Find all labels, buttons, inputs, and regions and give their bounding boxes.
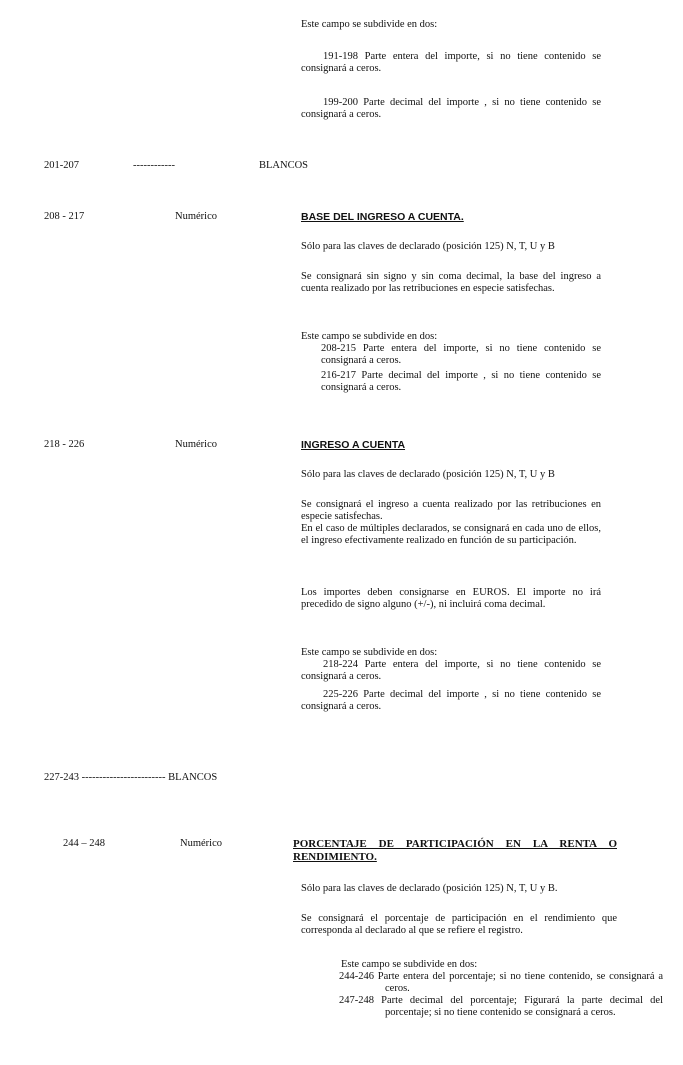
row-218-p4-sub1: 218-224 Parte entera del importe, si no tiene contenido se consignará a ceros.: [301, 659, 601, 682]
row-218-title: INGRESO A CUENTA: [301, 439, 406, 451]
top-intro: Este campo se subdivide en dos:: [301, 19, 438, 30]
row-218-position: 218 - 226: [44, 439, 85, 450]
row-201-position: 201-207: [44, 160, 79, 171]
row-208-type: Numérico: [175, 211, 217, 222]
row-201-label: BLANCOS: [259, 160, 309, 171]
row-208-p3-sub2: 216-217 Parte decimal del importe , si no tiene contenido se consignará a ceros.: [321, 370, 601, 393]
row-244-title: PORCENTAJE DE PARTICIPACIÓN EN LA RENTA O RENDIMIENTO.: [293, 838, 617, 863]
row-218-p4-intro: Este campo se subdivide en dos:: [301, 647, 438, 658]
row-218-p3: Los importes deben consignarse en EUROS. El importe no irá precedido de signo alguno (+/-), ni incluirá coma decimal.: [301, 587, 601, 610]
row-208-position: 208 - 217: [44, 211, 85, 222]
row-244-p3-sub1: 244-246 Parte entera del porcentaje; si no tiene contenido, se consignará a ceros.: [339, 971, 663, 994]
row-208-p3-intro: Este campo se subdivide en dos:: [301, 331, 438, 342]
row-218-p1: Sólo para las claves de declarado (posición 125) N, T, U y B: [301, 469, 555, 480]
row-244-p1: Sólo para las claves de declarado (posición 125) N, T, U y B.: [301, 883, 558, 894]
row-218-type: Numérico: [175, 439, 217, 450]
row-208-title: BASE DEL INGRESO A CUENTA.: [301, 211, 464, 223]
row-218-p4-sub2: 225-226 Parte decimal del importe , si no tiene contenido se consignará a ceros.: [301, 689, 601, 712]
row-244-position: 244 – 248: [63, 838, 105, 849]
row-244-p3-intro: Este campo se subdivide en dos:: [341, 959, 478, 970]
row-208-p3-sub1: 208-215 Parte entera del importe, si no tiene contenido se consignará a ceros.: [321, 343, 601, 366]
row-244-p2: Se consignará el porcentaje de participación en el rendimiento que corresponda al declarado al que se refiere el registro.: [301, 913, 617, 936]
row-244-type: Numérico: [180, 838, 222, 849]
row-227-text: 227-243 ------------------------ BLANCOS: [44, 772, 218, 783]
row-218-p2b: En el caso de múltiples declarados, se consignará en cada uno de ellos, el ingreso efectivamente realizado en función de su participación.: [301, 523, 601, 546]
row-201-type: ------------: [133, 160, 175, 171]
top-sub2: 199-200 Parte decimal del importe , si no tiene contenido se consignará a ceros.: [301, 97, 601, 120]
row-208-p1: Sólo para las claves de declarado (posición 125) N, T, U y B: [301, 241, 555, 252]
row-244-p3-sub2: 247-248 Parte decimal del porcentaje; Figurará la parte decimal del porcentaje; si no tiene contenido se consignará a ceros.: [339, 995, 663, 1018]
row-218-p2a: Se consignará el ingreso a cuenta realizado por las retribuciones en especie satisfechas.: [301, 499, 601, 522]
top-sub1: 191-198 Parte entera del importe, si no tiene contenido se consignará a ceros.: [301, 51, 601, 74]
row-208-p2: Se consignará sin signo y sin coma decimal, la base del ingreso a cuenta realizado por las retribuciones en especie satisfechas.: [301, 271, 601, 294]
